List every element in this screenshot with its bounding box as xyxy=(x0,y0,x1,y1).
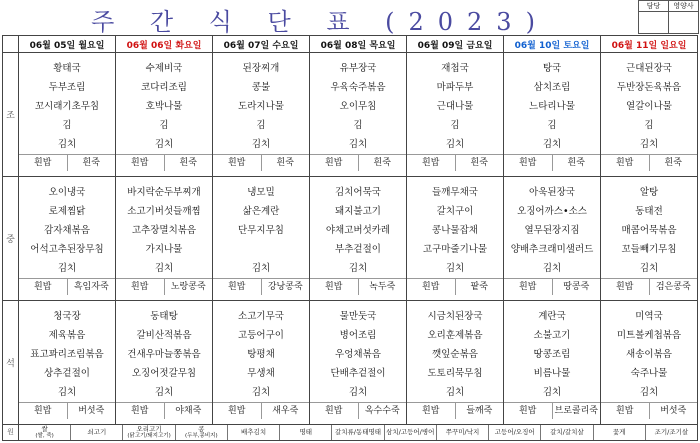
porridge-label: 팥죽 xyxy=(470,281,488,292)
porridge-label: 흑임자죽 xyxy=(73,281,109,292)
dish-item: 고등어구이 xyxy=(238,329,284,341)
dish-item: 삼치조림 xyxy=(533,81,571,93)
dish-item: 콩불 xyxy=(251,81,271,93)
origin-cell xyxy=(646,425,697,440)
day-header-sat: 06월 10일 토요일 xyxy=(504,36,601,53)
menu-cell xyxy=(601,177,698,301)
day-header-thu: 06월 08일 목요일 xyxy=(310,36,407,53)
porridge-label: 흰죽 xyxy=(373,157,391,168)
origin-cell xyxy=(332,425,384,440)
dish-item: 소불고기 xyxy=(533,329,571,341)
dish-item: 김 xyxy=(159,119,169,131)
menu-cell xyxy=(213,177,310,301)
menu-cell xyxy=(19,177,116,301)
rice-porridge-row xyxy=(19,278,115,295)
day-header-tue: 06월 06일 화요일 xyxy=(116,36,213,53)
dish-item: 느타리나물 xyxy=(529,100,575,112)
porridge-label: 들깨죽 xyxy=(466,405,493,416)
rice-label: 흰밥 xyxy=(19,155,68,171)
dish-item: 우육숙주볶음 xyxy=(330,81,386,93)
dish-item: 무생채 xyxy=(247,367,275,379)
menu-cell xyxy=(310,53,407,177)
rice-label: 흰밥 xyxy=(213,279,262,295)
dish-item: 탕평채 xyxy=(247,348,275,360)
dish-item: 삶은계란 xyxy=(242,205,280,217)
dish-item: 동태전 xyxy=(635,205,663,217)
origin-cell xyxy=(385,425,437,440)
dish-item: 김치 xyxy=(348,262,368,274)
origin-text: 쌀 xyxy=(41,425,48,433)
origin-text: 갈치류/동태명태 xyxy=(334,428,382,436)
menu-cell xyxy=(213,301,310,425)
approval-sign-nutritionist[interactable] xyxy=(669,12,699,34)
dish-item: 김 xyxy=(547,119,557,131)
rice-label: 흰밥 xyxy=(601,403,650,419)
dish-item: 김치 xyxy=(348,138,368,150)
dish-item: 비름나물 xyxy=(533,367,571,379)
dish-item: 김치 xyxy=(542,386,562,398)
dish-item: 오이무침 xyxy=(339,100,377,112)
dish-item: 오징어까스•소스 xyxy=(517,205,587,217)
menu-cell xyxy=(407,53,504,177)
dish-item: 열갈이나물 xyxy=(626,100,672,112)
dish-item: 근대된장국 xyxy=(626,62,672,74)
rice-porridge-row xyxy=(601,154,697,171)
menu-cell xyxy=(116,301,213,425)
origin-text: (쌀, 죽) xyxy=(35,432,54,439)
dish-item: 소고기무국 xyxy=(238,310,284,322)
porridge-label: 버섯죽 xyxy=(660,405,687,416)
origin-cell xyxy=(594,425,646,440)
dish-item: 김치 xyxy=(445,262,465,274)
meal-row xyxy=(3,301,698,425)
origin-text: 조기/조기살 xyxy=(654,428,689,436)
dish-item: 김치어묵국 xyxy=(335,186,381,198)
rice-porridge-row xyxy=(19,154,115,171)
day-header-sun: 06월 11일 일요일 xyxy=(601,36,698,53)
dish-item: 매콤어묵볶음 xyxy=(621,224,677,236)
dish-item: 오이냉국 xyxy=(48,186,86,198)
rice-label: 흰밥 xyxy=(407,279,456,295)
dish-item: 김 xyxy=(450,119,460,131)
menu-cell xyxy=(504,301,601,425)
rice-porridge-row xyxy=(407,278,503,295)
porridge-label: 흰죽 xyxy=(82,157,100,168)
dish-item: 상추겉절이 xyxy=(44,367,90,379)
dish-item: 표고꽈리조림볶음 xyxy=(30,348,104,360)
menu-cell xyxy=(213,53,310,177)
rice-label: 흰밥 xyxy=(601,279,650,295)
rice-porridge-row xyxy=(213,154,309,171)
dish-item: 오징어젓갈무침 xyxy=(131,367,197,379)
rice-label: 흰밥 xyxy=(407,155,456,171)
dish-item: 도라지나물 xyxy=(238,100,284,112)
origin-cells xyxy=(19,425,698,441)
rice-label: 흰밥 xyxy=(213,403,262,419)
menu-cell xyxy=(407,301,504,425)
porridge-label: 녹두죽 xyxy=(369,281,396,292)
dish-item: 야채고버섯카레 xyxy=(325,224,391,236)
dish-item: 유부장국 xyxy=(339,62,377,74)
dish-item: 도토리묵무침 xyxy=(427,367,483,379)
approval-box xyxy=(638,0,699,34)
origin-text: (두부,콩비지) xyxy=(185,432,218,439)
dish-item: 시금치된장국 xyxy=(427,310,483,322)
dish-item: 김치 xyxy=(57,386,77,398)
dish-item: 김치 xyxy=(57,262,77,274)
dish-item: 김치 xyxy=(639,262,659,274)
day-header-wed: 06월 07일 수요일 xyxy=(213,36,310,53)
origin-text: 명태 xyxy=(299,428,313,436)
dish-item: 김치 xyxy=(251,386,271,398)
rice-porridge-row xyxy=(310,154,406,171)
dish-item: 양배추크래미샐러드 xyxy=(510,243,594,255)
origin-cell xyxy=(280,425,332,440)
header-corner xyxy=(3,36,19,53)
dish-item: 단무지무침 xyxy=(238,224,284,236)
origin-text: 쭈꾸미/낙지 xyxy=(445,428,480,436)
rice-label: 흰밥 xyxy=(213,155,262,171)
origin-cell xyxy=(19,425,71,440)
porridge-label: 야채죽 xyxy=(175,405,202,416)
porridge-label: 흰죽 xyxy=(179,157,197,168)
dish-item: 아욱된장국 xyxy=(529,186,575,198)
rice-label: 흰밥 xyxy=(310,403,359,419)
dish-item: 우엉채볶음 xyxy=(335,348,381,360)
rice-porridge-row xyxy=(116,402,212,419)
dish-item: 가지나물 xyxy=(145,243,183,255)
porridge-label: 흰죽 xyxy=(470,157,488,168)
day-header-mon: 06월 05일 월요일 xyxy=(19,36,116,53)
menu-cell xyxy=(504,177,601,301)
dish-item: 미트볼케첩볶음 xyxy=(616,329,682,341)
porridge-label: 흰죽 xyxy=(664,157,682,168)
origin-text: 삼치/고등어/병어 xyxy=(386,428,435,436)
dish-item: 김치 xyxy=(348,386,368,398)
rice-porridge-row xyxy=(19,402,115,419)
dish-item: 바지락순두부찌개 xyxy=(127,186,201,198)
rice-porridge-row xyxy=(310,278,406,295)
menu-cell xyxy=(601,53,698,177)
rice-label: 흰밥 xyxy=(19,279,68,295)
dish-item: 김 xyxy=(256,119,266,131)
rice-porridge-row xyxy=(407,402,503,419)
dish-item: 돼지불고기 xyxy=(335,205,381,217)
dish-item: 오리훈제볶음 xyxy=(427,329,483,341)
menu-cell xyxy=(116,53,213,177)
rice-label: 흰밥 xyxy=(116,155,165,171)
dish-item: 꼬시래기초무침 xyxy=(34,100,100,112)
rice-label: 흰밥 xyxy=(504,155,553,171)
rice-porridge-row xyxy=(504,154,600,171)
origin-text: 꽃게 xyxy=(612,428,626,436)
dish-item: 계란국 xyxy=(538,310,566,322)
dish-item: 갈비산적볶음 xyxy=(136,329,192,341)
porridge-label: 노랑콩죽 xyxy=(170,281,206,292)
dish-item: 근대나물 xyxy=(436,100,474,112)
dish-item: 김치 xyxy=(542,138,562,150)
rice-label: 흰밥 xyxy=(310,155,359,171)
dish-item: 김치 xyxy=(639,138,659,150)
rice-porridge-row xyxy=(310,402,406,419)
porridge-label: 땅콩죽 xyxy=(563,281,590,292)
origin-cell xyxy=(71,425,123,440)
rice-label: 흰밥 xyxy=(601,155,650,171)
dish-item: 꼬들빼기무침 xyxy=(621,243,677,255)
page-title: 주 간 식 단 표 (2023) xyxy=(91,8,549,36)
rice-porridge-row xyxy=(407,154,503,171)
origin-text: (닭고기/돼지고기) xyxy=(127,432,171,439)
porridge-label: 옥수수죽 xyxy=(364,405,400,416)
rice-label: 흰밥 xyxy=(407,403,456,419)
approval-sign-manager[interactable] xyxy=(639,12,669,34)
dish-item: 건새우마늘쫑볶음 xyxy=(127,348,201,360)
dish-item: 김치 xyxy=(445,386,465,398)
menu-cell xyxy=(601,301,698,425)
dish-item: 알탕 xyxy=(639,186,659,198)
dish-item: 병어조림 xyxy=(339,329,377,341)
dish-item: 재첩국 xyxy=(441,62,469,74)
menu-cell xyxy=(310,301,407,425)
day-header-row xyxy=(3,36,698,53)
dish-item: 두반장돈육볶음 xyxy=(616,81,682,93)
rice-porridge-row xyxy=(213,278,309,295)
rice-porridge-row xyxy=(116,154,212,171)
dish-item: 소고기버섯들깨찜 xyxy=(127,205,201,217)
dish-item: 동태탕 xyxy=(150,310,178,322)
dish-item: 고구마줄기나물 xyxy=(422,243,488,255)
approval-label-manager: 담당 xyxy=(639,1,669,12)
dish-item: 탕국 xyxy=(542,62,562,74)
rice-label: 흰밥 xyxy=(116,403,165,419)
menu-cell xyxy=(310,177,407,301)
meal-row xyxy=(3,53,698,177)
menu-cell xyxy=(407,177,504,301)
origin-text: 쇠고기 xyxy=(87,428,107,436)
dish-item: 마파두부 xyxy=(436,81,474,93)
origin-row xyxy=(3,425,698,441)
dish-item: 열무된장지짐 xyxy=(524,224,580,236)
porridge-label: 흰죽 xyxy=(567,157,585,168)
dish-item: 김치 xyxy=(57,138,77,150)
origin-cell xyxy=(228,425,280,440)
dish-item: 된장찌개 xyxy=(242,62,280,74)
dish-item: 김치 xyxy=(251,138,271,150)
origin-text: 오리고기 xyxy=(136,425,162,433)
rice-label: 흰밥 xyxy=(504,403,553,419)
dish-item: 김 xyxy=(644,119,654,131)
rice-porridge-row xyxy=(213,402,309,419)
meal-row xyxy=(3,177,698,301)
dish-item: 김치 xyxy=(445,138,465,150)
dish-item: 김치 xyxy=(639,386,659,398)
dish-item: 갈치구이 xyxy=(436,205,474,217)
dish-item: 김치 xyxy=(154,138,174,150)
rice-porridge-row xyxy=(116,278,212,295)
dish-item: 물만둣국 xyxy=(339,310,377,322)
dish-item: 김 xyxy=(353,119,363,131)
approval-label-nutritionist: 영양사 xyxy=(669,1,699,12)
dish-item: 김치 xyxy=(251,262,271,274)
origin-cell xyxy=(437,425,489,440)
day-header-fri: 06월 09일 금요일 xyxy=(407,36,504,53)
dish-item: 콩나물잡채 xyxy=(432,224,478,236)
origin-cell xyxy=(123,425,175,440)
rice-label: 흰밥 xyxy=(19,403,68,419)
meal-label: 중 xyxy=(3,177,19,301)
dish-item: 단배추겉절이 xyxy=(330,367,386,379)
meal-label: 석 xyxy=(3,301,19,425)
dish-item: 청국장 xyxy=(53,310,81,322)
weekly-menu-table xyxy=(2,35,698,441)
dish-item: 황태국 xyxy=(53,62,81,74)
dish-item: 미역국 xyxy=(635,310,663,322)
dish-item: 로제찜닭 xyxy=(48,205,86,217)
rice-label: 흰밥 xyxy=(310,279,359,295)
origin-text: 고등어/오징어 xyxy=(494,428,535,436)
rice-porridge-row xyxy=(504,402,600,419)
rice-porridge-row xyxy=(601,278,697,295)
dish-item: 김치 xyxy=(154,386,174,398)
dish-item: 수제비국 xyxy=(145,62,183,74)
dish-item: 숙주나물 xyxy=(630,367,668,379)
meal-label: 조 xyxy=(3,53,19,177)
origin-text: 갈치/갈치살 xyxy=(550,428,584,436)
dish-item: 코다리조림 xyxy=(141,81,187,93)
dish-item: 감자채볶음 xyxy=(44,224,90,236)
dish-item: 김 xyxy=(62,119,72,131)
dish-item: 부추겉절이 xyxy=(335,243,381,255)
dish-item: 제육볶음 xyxy=(48,329,86,341)
dish-item: 두부조림 xyxy=(48,81,86,93)
dish-item: 고추장멸치볶음 xyxy=(131,224,197,236)
origin-cell xyxy=(176,425,228,440)
porridge-label: 버섯죽 xyxy=(78,405,105,416)
porridge-label: 흰죽 xyxy=(276,157,294,168)
origin-cell xyxy=(489,425,541,440)
dish-item: 호박나물 xyxy=(145,100,183,112)
menu-cell xyxy=(19,301,116,425)
dish-item: 땅콩조림 xyxy=(533,348,571,360)
rice-porridge-row xyxy=(601,402,697,419)
dish-item: 새송이볶음 xyxy=(626,348,672,360)
menu-cell xyxy=(19,53,116,177)
rice-porridge-row xyxy=(504,278,600,295)
rice-label: 흰밥 xyxy=(116,279,165,295)
dish-item: 들깨무채국 xyxy=(432,186,478,198)
porridge-label: 강낭콩죽 xyxy=(267,281,303,292)
dish-item: 김치 xyxy=(542,262,562,274)
rice-label: 흰밥 xyxy=(504,279,553,295)
origin-text: 배추김치 xyxy=(240,428,267,436)
menu-cell xyxy=(504,53,601,177)
dish-item: 깻잎순볶음 xyxy=(432,348,478,360)
origin-cell xyxy=(541,425,593,440)
dish-item: 김치 xyxy=(154,262,174,274)
menu-cell xyxy=(116,177,213,301)
porridge-label: 새우죽 xyxy=(272,405,299,416)
dish-item: 어석고추된장무침 xyxy=(30,243,104,255)
origin-label: 원 xyxy=(3,425,19,441)
porridge-label: 브로콜리죽 xyxy=(554,405,598,416)
origin-text: 콩 xyxy=(198,425,205,433)
dish-item: 냉모밀 xyxy=(247,186,275,198)
porridge-label: 검은콩죽 xyxy=(655,281,691,292)
